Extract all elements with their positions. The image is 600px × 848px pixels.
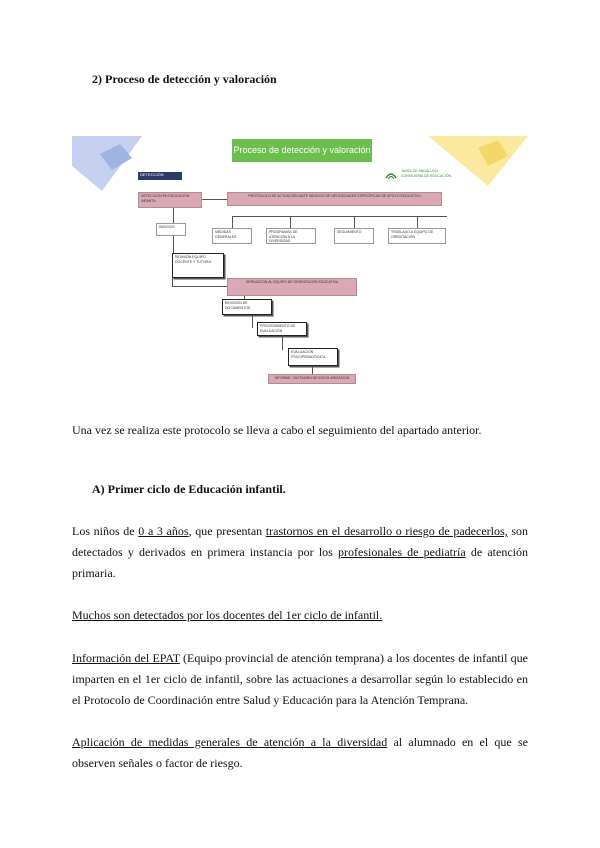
p1-text-1: Los niños de [72, 524, 139, 538]
p4-underline-measures: Aplicación de medidas generales de atención a la diversidad [72, 735, 388, 749]
connector [252, 316, 253, 328]
flow-box-option-4: TRASLADO A EQUIPO DE ORIENTACIÓN [388, 228, 446, 244]
flow-box-start: DETECCIÓN EN EDUCACIÓN INFANTIL [138, 192, 202, 208]
connector [172, 286, 227, 287]
p4-text: al alumnado en el que se observen señales o factor de riesgo. [72, 735, 529, 770]
p1-text-3: son detectados y derivados en primera instancia por los [72, 524, 528, 559]
subsection-heading: A) Primer ciclo de Educación infantil. [92, 482, 286, 496]
connector [282, 336, 283, 350]
paragraph-2: Muchos son detectados por los docentes del 1er ciclo de infantil. [72, 608, 383, 622]
p3-underline-epat: Información del EPAT [72, 651, 180, 665]
flow-box-protocol: PROTOCOLO DE ACTUACIÓN ANTE INDICIOS DE NECESIDADES ESPECÍFICAS DE APOYO EDUCATIVO [227, 192, 442, 206]
logo-text: JUNTA DE ANDALUCÍA · CONSEJERÍA DE EDUCACIÓN [401, 169, 451, 178]
logo-icon [384, 169, 398, 181]
figure-title: Proceso de detección y valoración [232, 139, 372, 162]
paragraph-3 [72, 648, 528, 711]
blue-decoration [72, 136, 142, 191]
figure-tag-left: DETECCIÓN [138, 172, 182, 180]
connector [290, 216, 291, 228]
flow-box-option-1: MEDIDAS GENERALES [212, 228, 252, 244]
flow-box-derivation: DERIVACIÓN AL EQUIPO DE ORIENTACIÓN EDUCATIVA [227, 278, 357, 296]
p1-underline-age: 0 a 3 años [138, 524, 189, 538]
flowchart-figure [72, 136, 528, 390]
connector [173, 208, 174, 223]
p1-underline-pediatrics: profesionales de pediatría [338, 545, 466, 559]
p3-text: (Equipo provincial de atención temprana) a los docentes de infantil que imparten en el 1er ciclo de infantil, sobre las actuaciones a desarrollar según lo establecido en el Protocolo de Coordinación entre Salud y Educación para la Atención Temprana. [72, 651, 529, 707]
p1-underline-disorders: trastornos en el desarrollo o riesgo de padecerlos, [265, 524, 508, 538]
connector [417, 216, 418, 228]
flow-box-option-2: PROGRAMAS DE ATENCIÓN A LA DIVERSIDAD [266, 228, 316, 244]
connector [354, 216, 355, 228]
section-heading: 2) Proceso de detección y valoración [92, 72, 277, 86]
connector [232, 216, 233, 228]
junta-logo [384, 168, 454, 182]
connector [172, 278, 173, 286]
connector [202, 199, 227, 200]
paragraph-4 [72, 732, 528, 774]
flow-box-step-2: PROCEDIMIENTO DE EVALUACIÓN [257, 322, 307, 336]
paragraph-1 [72, 521, 528, 584]
flow-box-step-3: EVALUACIÓN PSICOPEDAGÓGICA [288, 348, 338, 366]
connector [232, 216, 447, 217]
flow-box-option-3: SEGUIMIENTO [334, 228, 374, 244]
flow-box-indicios: INDICIOS [156, 223, 186, 236]
connector [173, 236, 174, 253]
flow-box-tutor: REUNIÓN EQUIPO DOCENTE Y TUTOR/A [172, 253, 224, 278]
p1-text-4: de atención primaria. [72, 545, 528, 580]
flow-box-step-1: REVISIÓN DE DOCUMENTOS [222, 299, 272, 315]
p1-text-2: , que presentan [188, 524, 266, 538]
intro-sentence: Una vez se realiza este protocolo se lleva a cabo el seguimiento del apartado anterior. [72, 423, 482, 437]
flow-box-final: INFORME / DICTAMEN DE ESCOLARIZACIÓN [268, 374, 356, 384]
